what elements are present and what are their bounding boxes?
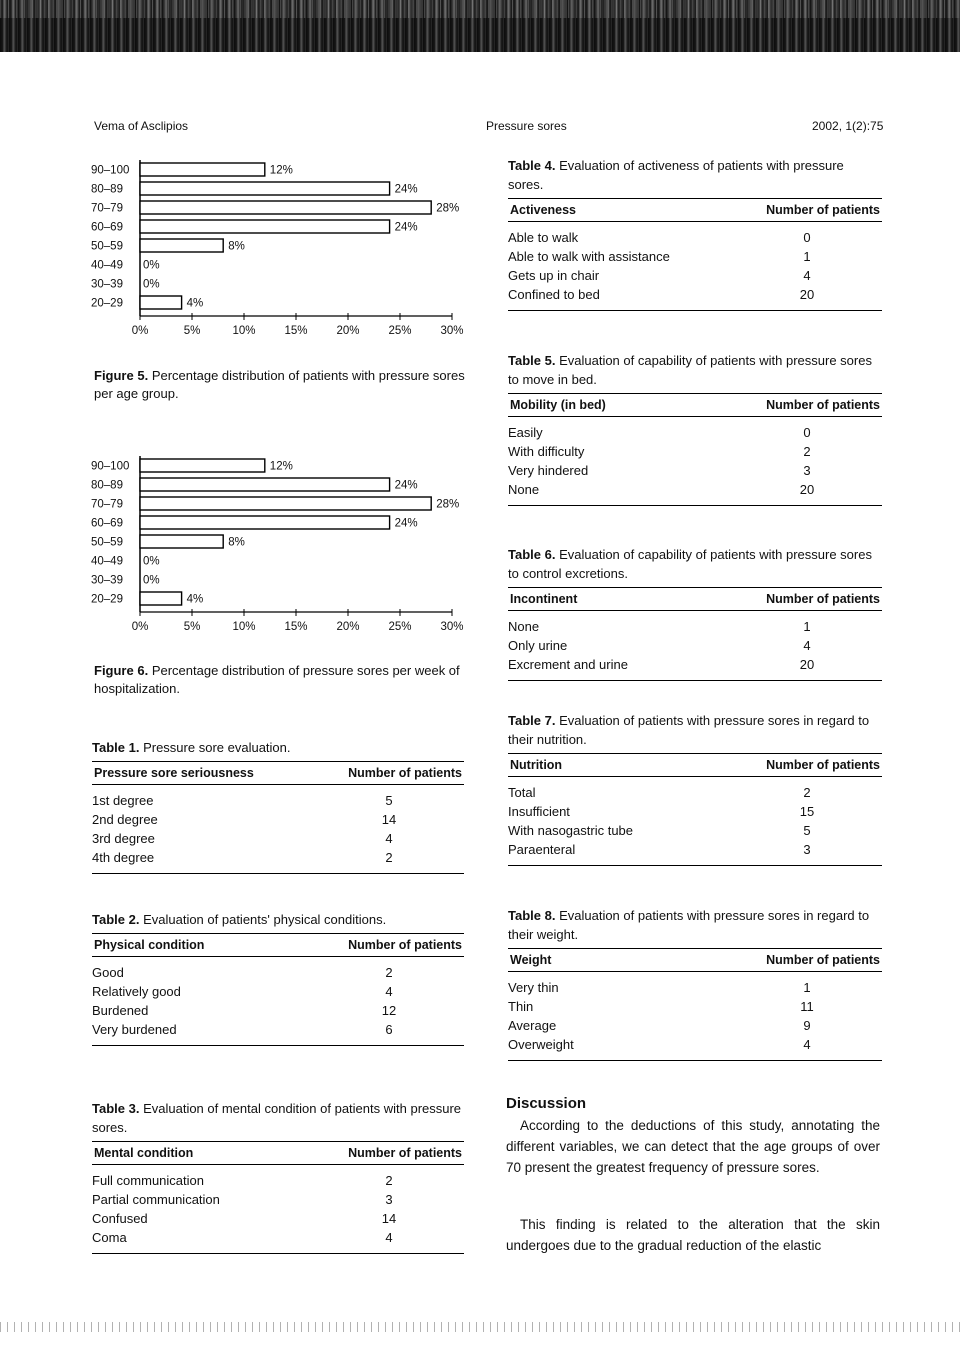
- bar: [140, 239, 223, 252]
- x-tick-label: 15%: [284, 325, 308, 337]
- category-label: 60–69: [91, 517, 123, 530]
- table-6-col1: Incontinent: [510, 592, 578, 606]
- x-tick-label: 10%: [232, 621, 256, 633]
- row-label: Able to walk: [508, 230, 579, 245]
- table-8-label: Table 8.: [508, 908, 556, 923]
- table-row: [508, 1035, 882, 1054]
- category-label: 50–59: [91, 536, 123, 549]
- table-3-col1: Mental condition: [94, 1146, 194, 1160]
- table-row: [508, 636, 882, 655]
- figure-5-chart: [90, 158, 475, 358]
- bar: [140, 182, 390, 195]
- table-2-header: [92, 933, 464, 957]
- row-label: With nasogastric tube: [508, 823, 634, 838]
- row-value: 20: [799, 482, 815, 497]
- row-value: 2: [385, 1173, 393, 1188]
- table-1-label: Table 1.: [92, 740, 140, 755]
- row-value: 9: [803, 1018, 811, 1033]
- table-row: [92, 848, 464, 867]
- table-6-title: [508, 545, 882, 583]
- row-label: 2nd degree: [92, 812, 158, 827]
- row-label: Overweight: [508, 1037, 574, 1052]
- table-8-col2: Number of patients: [766, 953, 880, 967]
- row-label: None: [508, 482, 540, 497]
- data-label: 4%: [186, 593, 204, 606]
- row-label: With difficulty: [508, 444, 585, 459]
- table-row: [508, 655, 882, 674]
- category-label: 20–29: [91, 297, 123, 310]
- row-value: 2: [803, 785, 811, 800]
- row-value: 6: [385, 1022, 393, 1037]
- row-value: 20: [799, 657, 815, 672]
- table-6-col2: Number of patients: [766, 592, 880, 606]
- x-tick-label: 5%: [183, 325, 201, 337]
- category-label: 60–69: [91, 221, 123, 234]
- table-1: [92, 738, 464, 874]
- row-label: 1st degree: [92, 793, 154, 808]
- row-label: Confined to bed: [508, 287, 600, 302]
- table-3-header: [92, 1141, 464, 1165]
- x-tick-label: 0%: [131, 325, 149, 337]
- bar: [140, 592, 182, 605]
- row-value: 2: [385, 965, 393, 980]
- table-row: [508, 461, 882, 480]
- scanned-header-band: [0, 0, 960, 52]
- category-label: 70–79: [91, 202, 123, 215]
- table-4: [508, 156, 882, 311]
- discussion-paragraph-1: According to the deductions of this study, annotating the different variables, we can detect that the age groups of over 70 present the greatest frequency of pressure sores.: [506, 1118, 880, 1175]
- table-row: [508, 247, 882, 266]
- row-value: 4: [803, 638, 811, 653]
- table-7-body: [508, 777, 882, 866]
- row-label: Very burdened: [92, 1022, 177, 1037]
- table-row: [92, 1171, 464, 1190]
- row-value: 4: [803, 268, 811, 283]
- table-row: [92, 1228, 464, 1247]
- figure-5-label: Figure 5.: [94, 368, 149, 383]
- table-row: [92, 963, 464, 982]
- table-8-title: [508, 906, 882, 944]
- table-row: [508, 840, 882, 859]
- x-tick-label: 30%: [440, 621, 464, 633]
- row-value: 4: [803, 1037, 811, 1052]
- table-3-label: Table 3.: [92, 1101, 140, 1116]
- table-5-col1: Mobility (in bed): [510, 398, 606, 412]
- table-1-col1: Pressure sore seriousness: [94, 766, 254, 780]
- row-value: 4: [385, 831, 393, 846]
- category-label: 70–79: [91, 498, 123, 511]
- data-label: 28%: [436, 202, 460, 215]
- table-7-caption: Evaluation of patients with pressure sores in regard to their nutrition.: [508, 713, 870, 747]
- row-value: 3: [803, 463, 811, 478]
- data-label: 0%: [143, 259, 160, 272]
- table-row: [508, 617, 882, 636]
- table-row: [508, 1016, 882, 1035]
- running-header-journal: Vema of Asclipios: [94, 119, 189, 133]
- row-label: Thin: [508, 999, 534, 1014]
- table-row: [508, 285, 882, 304]
- table-row: [92, 1020, 464, 1039]
- table-row: [92, 810, 464, 829]
- table-row: [508, 266, 882, 285]
- x-tick-label: 30%: [440, 325, 464, 337]
- data-label: 0%: [143, 555, 160, 568]
- table-7-title: [508, 711, 882, 749]
- table-6-label: Table 6.: [508, 547, 556, 562]
- data-label: 24%: [394, 517, 418, 530]
- scan-noise: [0, 1322, 960, 1332]
- data-label: 28%: [436, 498, 460, 511]
- table-1-body: [92, 785, 464, 874]
- row-label: Very thin: [508, 980, 559, 995]
- x-tick-label: 20%: [336, 325, 360, 337]
- row-label: Excrement and urine: [508, 657, 628, 672]
- figure-6-text: Percentage distribution of pressure sores per week of hospitalization.: [94, 663, 460, 696]
- row-value: 5: [385, 793, 393, 808]
- table-row: [92, 791, 464, 810]
- running-header-citation: 2002, 1(2):75: [812, 119, 884, 133]
- table-7-col2: Number of patients: [766, 758, 880, 772]
- data-label: 24%: [394, 221, 418, 234]
- category-label: 50–59: [91, 240, 123, 253]
- table-3-caption: Evaluation of mental condition of patients with pressure sores.: [92, 1101, 462, 1135]
- table-1-title: [92, 738, 464, 757]
- row-label: 4th degree: [92, 850, 155, 865]
- table-2-col2: Number of patients: [348, 938, 462, 952]
- row-value: 14: [381, 1211, 397, 1226]
- data-label: 8%: [228, 536, 245, 549]
- category-label: 30–39: [91, 574, 123, 587]
- row-value: 1: [803, 980, 811, 995]
- row-label: Gets up in chair: [508, 268, 600, 283]
- category-label: 80–89: [91, 479, 123, 492]
- table-row: [92, 1190, 464, 1209]
- discussion-paragraph-2: This finding is related to the alteration that the skin undergoes due to the gradual reduction of the elastic: [506, 1217, 880, 1253]
- table-2-caption: Evaluation of patients' physical conditions.: [143, 912, 387, 927]
- table-2-title: [92, 910, 464, 929]
- table-2-label: Table 2.: [92, 912, 140, 927]
- table-7-col1: Nutrition: [510, 758, 563, 772]
- table-8-col1: Weight: [510, 953, 552, 967]
- x-tick-label: 0%: [131, 621, 149, 633]
- table-4-body: [508, 222, 882, 311]
- row-value: 5: [803, 823, 811, 838]
- table-5-title: [508, 351, 882, 389]
- table-6-header: [508, 587, 882, 611]
- table-8-header: [508, 948, 882, 972]
- table-4-caption: Evaluation of activeness of patients with pressure sores.: [508, 158, 844, 192]
- table-row: [92, 1001, 464, 1020]
- row-label: Easily: [508, 425, 543, 440]
- row-label: Relatively good: [92, 984, 181, 999]
- bar: [140, 497, 431, 510]
- row-value: 4: [385, 984, 393, 999]
- table-1-header: [92, 761, 464, 785]
- table-3-title: [92, 1099, 464, 1137]
- table-5-label: Table 5.: [508, 353, 556, 368]
- table-row: [508, 480, 882, 499]
- data-label: 8%: [228, 240, 245, 253]
- figure-6-chart: [90, 454, 475, 654]
- table-row: [508, 821, 882, 840]
- figure-5-text: Percentage distribution of patients with pressure sores per age group.: [94, 368, 465, 401]
- table-row: [508, 978, 882, 997]
- data-label: 12%: [269, 460, 293, 473]
- bar: [140, 163, 265, 176]
- category-label: 40–49: [91, 259, 123, 272]
- row-value: 0: [803, 230, 811, 245]
- bar: [140, 535, 223, 548]
- category-label: 80–89: [91, 183, 123, 196]
- row-label: Average: [508, 1018, 557, 1033]
- row-value: 15: [799, 804, 815, 819]
- table-8-body: [508, 972, 882, 1061]
- table-row: [92, 982, 464, 1001]
- row-label: Very hindered: [508, 463, 589, 478]
- table-4-label: Table 4.: [508, 158, 556, 173]
- row-value: 2: [385, 850, 393, 865]
- table-8-caption: Evaluation of patients with pressure sores in regard to their weight.: [508, 908, 870, 942]
- bar: [140, 201, 431, 214]
- row-label: Partial communication: [92, 1192, 220, 1207]
- row-label: Paraenteral: [508, 842, 576, 857]
- table-2: [92, 910, 464, 1046]
- row-label: Full communication: [92, 1173, 204, 1188]
- table-2-body: [92, 957, 464, 1046]
- table-1-caption: Pressure sore evaluation.: [143, 740, 291, 755]
- row-value: 3: [385, 1192, 393, 1207]
- figure-5-caption: [94, 367, 479, 403]
- table-5-body: [508, 417, 882, 506]
- category-label: 20–29: [91, 593, 123, 606]
- table-7-header: [508, 753, 882, 777]
- table-4-col2: Number of patients: [766, 203, 880, 217]
- category-label: 40–49: [91, 555, 123, 568]
- table-5-caption: Evaluation of capability of patients with pressure sores to move in bed.: [508, 353, 872, 387]
- x-tick-label: 20%: [336, 621, 360, 633]
- table-8: [508, 906, 882, 1061]
- data-label: 24%: [394, 479, 418, 492]
- table-6: [508, 545, 882, 681]
- bar: [140, 478, 390, 491]
- table-4-header: [508, 198, 882, 222]
- x-tick-label: 15%: [284, 621, 308, 633]
- table-3-body: [92, 1165, 464, 1254]
- bar: [140, 459, 265, 472]
- row-label: Good: [92, 965, 124, 980]
- row-value: 14: [381, 812, 397, 827]
- table-6-caption: Evaluation of capability of patients with pressure sores to control excretions.: [508, 547, 872, 581]
- table-4-title: [508, 156, 882, 194]
- table-1-col2: Number of patients: [348, 766, 462, 780]
- row-label: Coma: [92, 1230, 127, 1245]
- data-label: 0%: [143, 278, 160, 291]
- x-tick-label: 10%: [232, 325, 256, 337]
- row-label: Total: [508, 785, 536, 800]
- row-value: 2: [803, 444, 811, 459]
- bar: [140, 516, 390, 529]
- table-7-label: Table 7.: [508, 713, 556, 728]
- row-label: Burdened: [92, 1003, 149, 1018]
- data-label: 24%: [394, 183, 418, 196]
- category-label: 90–100: [91, 164, 130, 177]
- table-row: [508, 802, 882, 821]
- row-label: 3rd degree: [92, 831, 155, 846]
- table-row: [508, 442, 882, 461]
- table-row: [508, 997, 882, 1016]
- data-label: 0%: [143, 574, 160, 587]
- row-value: 20: [799, 287, 815, 302]
- table-6-body: [508, 611, 882, 681]
- data-label: 12%: [269, 164, 293, 177]
- table-row: [92, 1209, 464, 1228]
- bar: [140, 296, 182, 309]
- data-label: 4%: [186, 297, 204, 310]
- row-label: Only urine: [508, 638, 568, 653]
- table-3: [92, 1099, 464, 1254]
- table-5-col2: Number of patients: [766, 398, 880, 412]
- table-row: [508, 228, 882, 247]
- running-header-topic: Pressure sores: [486, 119, 567, 133]
- figure-6-label: Figure 6.: [94, 663, 149, 678]
- figure-6-caption: [94, 662, 479, 698]
- table-3-col2: Number of patients: [348, 1146, 462, 1160]
- table-5-header: [508, 393, 882, 417]
- row-value: 12: [381, 1003, 397, 1018]
- table-row: [92, 829, 464, 848]
- row-label: Able to walk with assistance: [508, 249, 670, 264]
- category-label: 30–39: [91, 278, 123, 291]
- row-value: 0: [803, 425, 811, 440]
- x-tick-label: 25%: [388, 325, 412, 337]
- row-value: 3: [803, 842, 811, 857]
- row-label: None: [508, 619, 540, 634]
- table-5: [508, 351, 882, 506]
- discussion-heading: Discussion: [506, 1095, 587, 1112]
- x-tick-label: 25%: [388, 621, 412, 633]
- row-label: Confused: [92, 1211, 148, 1226]
- row-value: 1: [803, 619, 811, 634]
- row-value: 11: [800, 999, 814, 1014]
- row-value: 1: [803, 249, 811, 264]
- table-row: [508, 783, 882, 802]
- table-4-col1: Activeness: [510, 203, 577, 217]
- category-label: 90–100: [91, 460, 130, 473]
- row-value: 4: [385, 1230, 393, 1245]
- table-row: [508, 423, 882, 442]
- x-tick-label: 5%: [183, 621, 201, 633]
- table-7: [508, 711, 882, 866]
- bar: [140, 220, 390, 233]
- table-2-col1: Physical condition: [94, 938, 205, 952]
- row-label: Insufficient: [508, 804, 570, 819]
